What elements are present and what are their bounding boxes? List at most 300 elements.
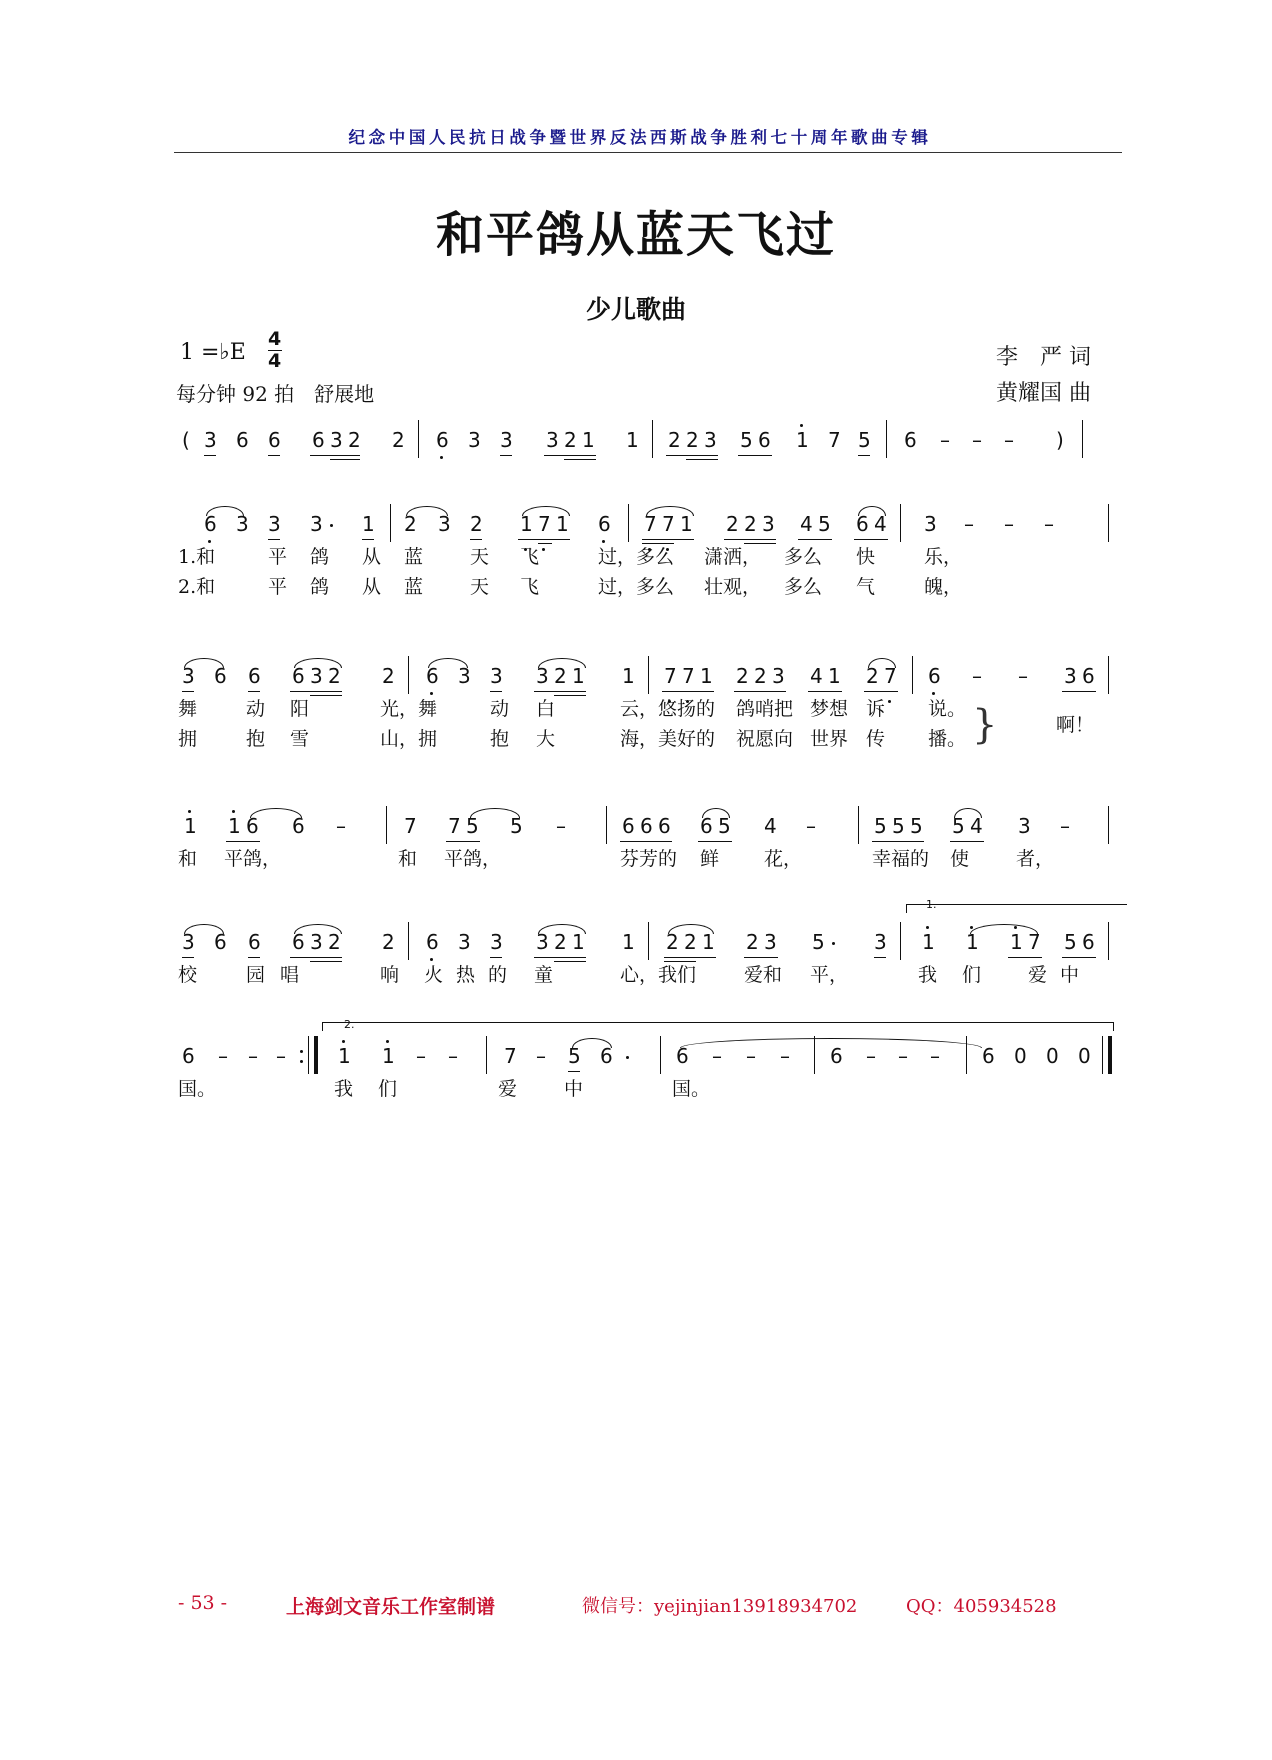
note: 3 [468, 428, 481, 452]
barline [606, 806, 607, 844]
lyric-verse1: 乐， [924, 546, 963, 568]
lyric: 唱 [280, 964, 300, 986]
underline [724, 539, 776, 540]
note: 1 [700, 664, 713, 688]
note: 2 [470, 512, 483, 536]
slur [470, 808, 520, 818]
lyric: 平， [810, 964, 849, 986]
barline [660, 1036, 661, 1074]
note: 1 [622, 664, 635, 688]
underline [620, 841, 672, 842]
lyric-verse1: 梦想 [810, 698, 849, 720]
slur [954, 808, 982, 818]
barline [1082, 420, 1083, 458]
note: 1 [572, 664, 585, 688]
note: 6 [622, 814, 635, 838]
note: 3 [330, 428, 343, 452]
octave-dot [602, 540, 605, 543]
note: 6 [658, 814, 671, 838]
page-number: - 53 - [178, 1592, 228, 1614]
note: 1 [582, 428, 595, 452]
slur [702, 808, 730, 818]
barline [486, 1036, 487, 1074]
note: 3 [438, 512, 451, 536]
slur [538, 924, 586, 934]
slur [538, 658, 586, 668]
barline [648, 656, 649, 694]
underline [642, 543, 674, 544]
note: 6 [426, 930, 439, 954]
lyric-verse1: 鸽 [310, 546, 330, 568]
dash: – [1018, 664, 1028, 688]
octave-dot [888, 700, 891, 703]
octave-dot [232, 810, 235, 813]
barline [418, 420, 419, 458]
lyric-verse2: 2.和 [178, 576, 216, 598]
lyric-verse1: 白 [536, 698, 556, 720]
note: 3 [236, 512, 249, 536]
dash: – [276, 1044, 286, 1068]
barline [628, 504, 629, 542]
lyric-verse1: 从 [362, 546, 382, 568]
note: 6 [312, 428, 325, 452]
dash: – [218, 1044, 228, 1068]
lyric-verse2: 从 [362, 576, 382, 598]
note: 1 [622, 930, 635, 954]
underline [290, 691, 342, 692]
dash: – [972, 428, 982, 452]
header-divider [174, 152, 1122, 153]
lyric-verse1: 快 [856, 546, 876, 568]
lyric-verse2: 拥 [178, 728, 198, 750]
note: 2 [392, 428, 405, 452]
lyric-verse1: 天 [470, 546, 490, 568]
lyric-verse1: 云，悠扬的 [620, 698, 716, 720]
underline [950, 841, 984, 842]
dash: – [1060, 814, 1070, 838]
lyric-verse1: 潇洒， [704, 546, 762, 568]
note: 6 [214, 664, 227, 688]
note: 5 [952, 814, 965, 838]
note: 7 [538, 512, 551, 536]
underline [808, 691, 842, 692]
rest: 0 [1046, 1044, 1059, 1068]
final-barline [1102, 1036, 1103, 1074]
lyric: 们 [378, 1078, 398, 1100]
lyric: 幸福的 [872, 848, 930, 870]
underline [874, 957, 886, 958]
dash: – [866, 1044, 876, 1068]
slur [868, 658, 896, 668]
octave-dot [342, 1040, 345, 1043]
lyric-verse2: 鸽 [310, 576, 330, 598]
note: 5 [510, 814, 523, 838]
note: 5 [466, 814, 479, 838]
lyric: 爱和 [744, 964, 783, 986]
lyric-verse1: 阳 [290, 698, 310, 720]
dash: – [336, 814, 346, 838]
slur [858, 506, 886, 516]
lyric-verse2: 魄， [924, 576, 963, 598]
dash: – [712, 1044, 722, 1068]
underline [182, 691, 194, 692]
slur [206, 506, 244, 516]
octave-dot [208, 540, 211, 543]
key-signature: 1 =♭E [180, 340, 246, 365]
note: 5 [874, 814, 887, 838]
lyric-verse2: 飞 [520, 576, 540, 598]
note-high: 1 [966, 930, 979, 954]
note: 2 [668, 428, 681, 452]
note: 1 [828, 664, 841, 688]
note-high: 1 [922, 930, 935, 954]
note: 2 [754, 664, 767, 688]
lyric-verse2: 天 [470, 576, 490, 598]
underline [664, 957, 716, 958]
lyric-verse1: 鸽哨把 [736, 698, 794, 720]
note-paren-close: ) [1056, 428, 1064, 452]
note: 4 [810, 664, 823, 688]
lyric: 爱 [498, 1078, 518, 1100]
underline [858, 455, 870, 456]
lyric: 热 [456, 964, 476, 986]
underline [568, 1071, 580, 1072]
note: 6 [292, 814, 305, 838]
studio-credit: 上海剑文音乐工作室制谱 [286, 1596, 496, 1618]
dash: – [964, 512, 974, 536]
lyric-verse2: 祝愿向 [736, 728, 794, 750]
note: 3 [182, 664, 195, 688]
note-high: 1 [228, 814, 241, 838]
volta-label: 1. [926, 898, 937, 911]
barline [408, 922, 409, 960]
dash: – [780, 1044, 790, 1068]
barline [648, 922, 649, 960]
underline [686, 459, 718, 460]
slur [406, 506, 448, 516]
underline [226, 841, 260, 842]
underline [734, 691, 786, 692]
underline [470, 539, 482, 540]
note-high: 1 [1010, 930, 1023, 954]
note: 7 [664, 664, 677, 688]
final-barline-thick [1108, 1036, 1112, 1074]
note: 5 [568, 1044, 581, 1068]
note: 6 [676, 1044, 689, 1068]
lyric-interjection: 啊！ [1056, 714, 1095, 736]
note: 7 [884, 664, 897, 688]
lyric-verse2: 大 [536, 728, 556, 750]
note: 3 [490, 664, 503, 688]
underline [248, 957, 260, 958]
note: 7 [828, 428, 841, 452]
note: 3 [458, 664, 471, 688]
barline [386, 806, 387, 844]
note: 6 [904, 428, 917, 452]
note: 3 [268, 512, 281, 536]
slur [522, 506, 570, 516]
lyric-verse1: 光，舞 [380, 698, 438, 720]
note: 2 [746, 930, 759, 954]
lyric-verse2: 山，拥 [380, 728, 438, 750]
underline [1062, 957, 1096, 958]
note-high: 1 [184, 814, 197, 838]
note: 5 [892, 814, 905, 838]
song-subtitle: 少儿歌曲 [585, 295, 686, 324]
note: 2 [382, 664, 395, 688]
note-high: 1 [338, 1044, 351, 1068]
lyric: 火 [424, 964, 444, 986]
underline [1008, 957, 1042, 958]
underline [290, 957, 342, 958]
lyric-verse2: 过，多么 [598, 576, 675, 598]
dash: – [248, 1044, 258, 1068]
note: 3 [546, 428, 559, 452]
barline [886, 420, 887, 458]
octave-dot [926, 926, 929, 929]
note: 1 [572, 930, 585, 954]
note: 3 [536, 930, 549, 954]
note: 2 [744, 512, 757, 536]
lyric: 爱 [1028, 964, 1048, 986]
time-signature-top: 4 [268, 328, 282, 350]
octave-dot [430, 692, 433, 695]
dash: – [972, 664, 982, 688]
lyric-verse2: 壮观， [704, 576, 762, 598]
note: 2 [736, 664, 749, 688]
note: 5 [1064, 930, 1077, 954]
underline [248, 691, 260, 692]
lyric: 校 [178, 964, 198, 986]
time-signature [268, 330, 282, 371]
dash: – [930, 1044, 940, 1068]
dash: – [448, 1044, 458, 1068]
augmentation-dot [626, 1056, 629, 1059]
note: 6 [292, 930, 305, 954]
slur [294, 924, 342, 934]
underline [544, 455, 596, 456]
rest: 0 [1078, 1044, 1091, 1068]
note: 6 [982, 1044, 995, 1068]
note: 1 [556, 512, 569, 536]
note-dotted: 3 [310, 512, 323, 536]
note: 6 [248, 930, 261, 954]
lyric-verse2: 抱 [246, 728, 266, 750]
note: 3 [204, 428, 217, 452]
repeat-barline-thick [314, 1036, 318, 1074]
note: 1 [626, 428, 639, 452]
underline [490, 957, 502, 958]
note: 2 [404, 512, 417, 536]
note: 5 [910, 814, 923, 838]
augmentation-dot [832, 942, 835, 945]
lyric: 者， [1016, 848, 1055, 870]
lyric-verse2: 世界 [810, 728, 849, 750]
underline [744, 543, 776, 544]
note-high: 1 [382, 1044, 395, 1068]
volta-bracket-1 [906, 904, 1127, 913]
dash: – [1004, 512, 1014, 536]
dash: – [746, 1044, 756, 1068]
note: 3 [704, 428, 717, 452]
underline [738, 455, 772, 456]
underline [518, 539, 570, 540]
note: 2 [686, 428, 699, 452]
note: 5 [740, 428, 753, 452]
note: 4 [970, 814, 983, 838]
note: 6 [830, 1044, 843, 1068]
qq-number: QQ：405934528 [906, 1596, 1057, 1617]
album-banner: 纪念中国人民抗日战争暨世界反法西斯战争胜利七十周年歌曲专辑 [348, 128, 932, 147]
repeat-dot [300, 1060, 303, 1063]
note: 6 [928, 664, 941, 688]
note: 3 [536, 664, 549, 688]
underline [268, 455, 280, 456]
note: 2 [866, 664, 879, 688]
note: 3 [924, 512, 937, 536]
lyric-verse2: 平 [268, 576, 288, 598]
lyric: 使 [950, 848, 970, 870]
volta-bracket-2 [322, 1022, 1114, 1031]
dash: – [1044, 512, 1054, 536]
note: 7 [644, 512, 657, 536]
underline [642, 539, 694, 540]
note: 3 [762, 512, 775, 536]
note: 3 [1018, 814, 1031, 838]
barline [900, 504, 901, 542]
octave-dot [430, 958, 433, 961]
underline [534, 691, 586, 692]
octave-dot [542, 548, 545, 551]
note: 6 [1082, 664, 1095, 688]
slur [294, 658, 342, 668]
note: 6 [268, 428, 281, 452]
underline [310, 695, 342, 696]
note: 6 [436, 428, 449, 452]
note: 4 [874, 512, 887, 536]
note: 3 [500, 428, 513, 452]
lyric-verse1: 动 [490, 698, 510, 720]
note: 6 [204, 512, 217, 536]
lyric-verse1: 平 [268, 546, 288, 568]
lyric: 园 [246, 964, 266, 986]
slur [970, 924, 1038, 934]
note-dotted: 5 [812, 930, 825, 954]
note: 6 [292, 664, 305, 688]
underline [864, 691, 898, 692]
underline [872, 841, 924, 842]
note: 6 [236, 428, 249, 452]
lyric-verse2: 抱 [490, 728, 510, 750]
note: 3 [1064, 664, 1077, 688]
underline [500, 455, 512, 456]
note: 7 [404, 814, 417, 838]
note: 5 [718, 814, 731, 838]
underline [554, 695, 586, 696]
dash: – [536, 1044, 546, 1068]
note: 6 [182, 1044, 195, 1068]
lyric: 国。 [672, 1078, 711, 1100]
underline [666, 455, 718, 456]
note: 6 [640, 814, 653, 838]
note: 6 [246, 814, 259, 838]
lyric-verse2: 气 [856, 576, 876, 598]
note: 2 [348, 428, 361, 452]
barline [1108, 504, 1109, 542]
octave-dot [440, 456, 443, 459]
note: 3 [490, 930, 503, 954]
note: 2 [554, 930, 567, 954]
note: 3 [182, 930, 195, 954]
underline [490, 691, 502, 692]
barline [390, 504, 391, 542]
barline [1108, 656, 1109, 694]
note: 7 [662, 512, 675, 536]
barline [652, 420, 653, 458]
lyric-verse1: 蓝 [404, 546, 424, 568]
note-high: 1 [796, 428, 809, 452]
augmentation-dot [330, 524, 333, 527]
rest: 0 [1014, 1044, 1027, 1068]
tempo-marking: 每分钟 92 拍 舒展地 [176, 382, 375, 406]
underline [204, 455, 216, 456]
underline [310, 455, 360, 456]
time-signature-bottom: 4 [268, 350, 282, 372]
lyric: 和 [398, 848, 418, 870]
lyricist-credit: 李 严 词 [996, 345, 1091, 370]
underline [1062, 691, 1096, 692]
lyric: 我 [918, 964, 938, 986]
slur [250, 808, 302, 818]
note: 7 [504, 1044, 517, 1068]
underline [268, 539, 280, 540]
slur [184, 658, 224, 668]
note: 2 [726, 512, 739, 536]
note: 2 [666, 930, 679, 954]
slur [646, 506, 694, 516]
repeat-barline [308, 1036, 309, 1074]
slur [572, 1038, 612, 1048]
barline [1108, 922, 1109, 960]
lyric: 花， [764, 848, 803, 870]
lyric-verse1: 过，多么 [598, 546, 675, 568]
lyric-verse1: 飞 [520, 546, 540, 568]
lyric: 平鸽， [444, 848, 502, 870]
barline [966, 1036, 967, 1074]
underline [534, 957, 586, 958]
lyric-verse2: 传 [866, 728, 886, 750]
note: 2 [554, 664, 567, 688]
note: 2 [328, 664, 341, 688]
note: 3 [764, 930, 777, 954]
dash: – [806, 814, 816, 838]
barline [900, 922, 901, 960]
wechat-id: 微信号：yejinjian13918934702 [582, 1596, 858, 1617]
volta-label: 2. [344, 1018, 355, 1031]
note: 6 [248, 664, 261, 688]
underline [662, 691, 714, 692]
underline [446, 841, 480, 842]
note: 2 [684, 930, 697, 954]
note: 2 [382, 930, 395, 954]
lyric: 我 [334, 1078, 354, 1100]
dash: – [556, 814, 566, 838]
note-paren-open: ( [182, 428, 190, 452]
note: 7 [448, 814, 461, 838]
note: 1 [362, 512, 375, 536]
note: 5 [858, 428, 871, 452]
dash: – [416, 1044, 426, 1068]
